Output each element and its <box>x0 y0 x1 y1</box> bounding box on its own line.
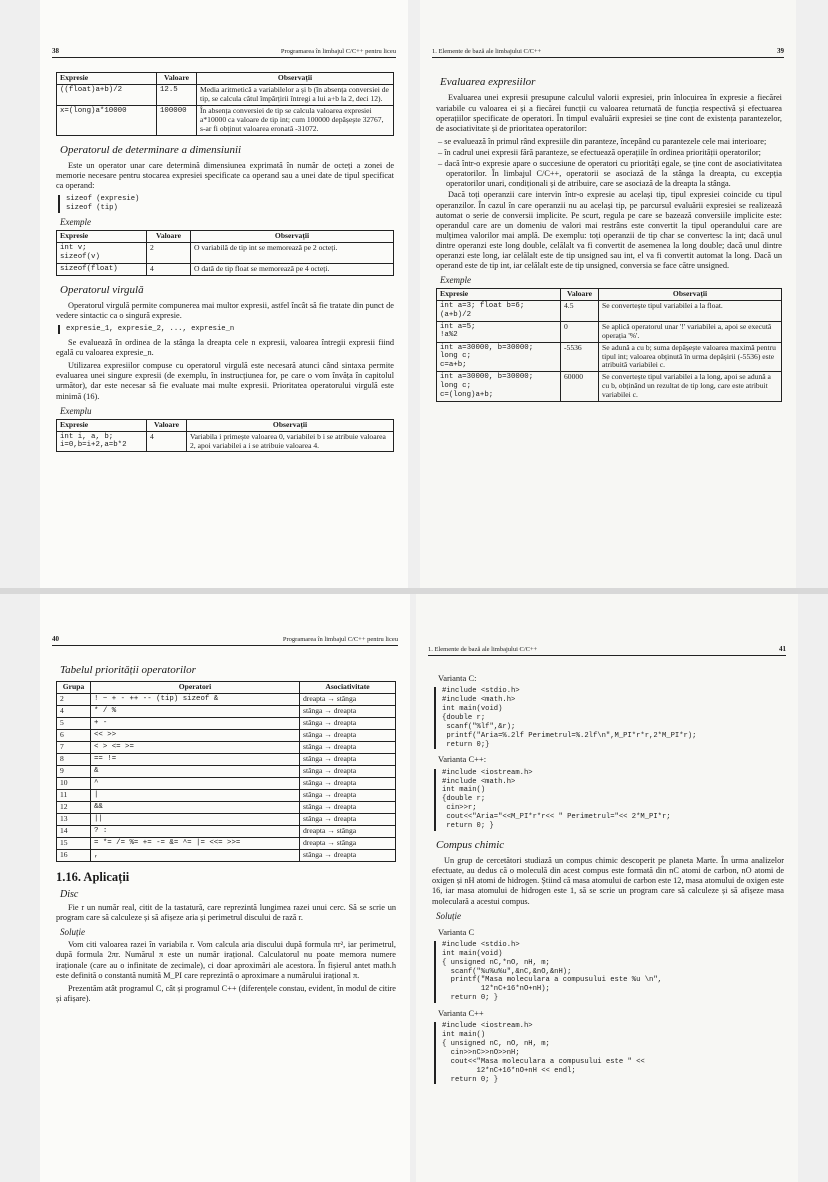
page-header <box>428 644 786 656</box>
code-line: int main() <box>442 786 486 795</box>
operators-cell: | <box>91 789 300 801</box>
list-item: – dacă într-o expresie apare o succesiune de operatori cu priorități egale, se ține cont de asociativitatea operatorilor. În limbajul C/C++, operatorii se asociază de la stânga la dreapta, cu excepția operatorilor unari, condiționali și de atribuire, care se asociază de la dreapta la stânga. <box>438 159 782 189</box>
running-head: 1. Elemente de bază ale limbajului C/C++ <box>432 48 542 56</box>
code-block: sizeof (expresie) sizeof (tip) <box>58 195 394 213</box>
paragraph: Operatorul virgulă permite compunerea mai multor expresii, astfel încât să fie tratate din punct de vedere sintactic ca o singură expresie. <box>56 300 394 321</box>
table-row <box>57 778 396 790</box>
code-line: #include <math.h> <box>442 777 516 786</box>
table-row: int a=5; !a%2 0 Se aplică operatorul unar '!' variabilei a, apoi se execută operația '%'. <box>437 321 782 342</box>
operators-cell: == != <box>91 754 300 766</box>
code-block <box>434 687 784 749</box>
associativity-cell: stânga → dreapta <box>300 742 396 754</box>
list-item: – se evaluează în primul rând expresiile din paranteze, începând cu parantezele cele mai interioare; <box>438 136 767 146</box>
code-line: return 0; } <box>442 1075 499 1084</box>
code-line: cout<<"Masa moleculara a compusului este " << <box>442 1057 645 1066</box>
operators-cell: = *= /= %= += -= &= ^= |= <<= >>= <box>91 837 300 849</box>
table-row <box>57 706 396 718</box>
code-line: cin>>nC>>nO>>nH; <box>442 1048 520 1057</box>
col-expresie: Expresie <box>57 73 157 85</box>
associativity-cell: dreapta → stânga <box>300 825 396 837</box>
operators-cell: && <box>91 801 300 813</box>
page-40 <box>40 594 410 1182</box>
table-row <box>57 837 396 849</box>
group-cell: 8 <box>57 754 91 766</box>
cast-table <box>56 72 394 136</box>
operators-cell: < > <= >= <box>91 742 300 754</box>
operators-cell: ^ <box>91 778 300 790</box>
section-title: Compus chimic <box>436 838 505 851</box>
operators-cell: , <box>91 849 300 861</box>
code-line: #include <stdio.h> <box>442 687 520 696</box>
operators-cell: * / % <box>91 706 300 718</box>
table-row <box>57 742 396 754</box>
page-39 <box>420 0 796 588</box>
page-header <box>52 634 398 646</box>
rules-list <box>436 137 782 190</box>
list-item: – în cadrul unei expresii fără paranteze, se efectuează operațiile în ordinea priorității operatorilor; <box>438 147 761 157</box>
code-line: printf("Masa moleculara a compusului este %u \n", <box>442 976 662 985</box>
code-block: expresie_1, expresie_2, ..., expresie_n <box>58 325 394 334</box>
code-line: return 0; } <box>442 821 494 830</box>
code-line: {double r; <box>442 795 486 804</box>
group-cell: 2 <box>57 694 91 706</box>
associativity-cell: stânga → dreapta <box>300 718 396 730</box>
variant-label: Varianta C++ <box>438 1008 484 1019</box>
table-row <box>57 849 396 861</box>
page-number: 38 <box>52 47 59 56</box>
associativity-cell: dreapta → stânga <box>300 694 396 706</box>
table-row <box>57 766 396 778</box>
code-line: int main(void) <box>442 949 503 958</box>
paragraph: Utilizarea expresiilor compuse cu operatorul virgulă este necesară atunci când sintaxa permite evaluarea unei singure expresii (de exemplu, în instrucțiunea for, pe care o vom învăța în capitolul următor), dar este necesar să fie evaluate mai multe expresii. Prioritatea operatorului virgulă este minimă (16). <box>56 361 394 401</box>
code-line: #include <stdio.h> <box>442 941 520 950</box>
page-41 <box>416 594 798 1182</box>
associativity-cell: stânga → dreapta <box>300 730 396 742</box>
section-title: Operatorul virgulă <box>60 283 144 296</box>
variant-label: Varianta C++: <box>438 754 487 765</box>
code-line: printf("Aria=%.2lf Perimetrul=%.2lf\n",M_PI*r*r,2*M_PI*r); <box>442 731 697 740</box>
code-block <box>434 1022 784 1084</box>
table-row <box>57 801 396 813</box>
paragraph: Este un operator unar care determină dimensiunea exprimată în număr de octeți a zonei de memorie necesare pentru stocarea expresiei specificate ca operand sau a unei date de tipul specificat ca operand: <box>56 161 394 191</box>
table-row <box>57 789 396 801</box>
col-valoare: Valoare <box>157 73 197 85</box>
table-row <box>57 825 396 837</box>
code-line: return 0;} <box>442 740 490 749</box>
code-line: int main(void) <box>442 705 503 714</box>
group-cell: 14 <box>57 825 91 837</box>
paragraph: Un grup de cercetători studiază un compus chimic descoperit pe planeta Marte. În urma analizelor efectuate, au dedus că o moleculă din acest compus este formată din nC atomi de carbon, nO atomi de oxigen și nH atomi de hidrogen. Știind că masa atomului de carbon este 12, masa atomului de oxigen este 16, iar masa atomului de hidrogen este 1, să se scrie un program care să calculeze și să afișeze masa moleculară a acestui compus. <box>432 856 784 906</box>
code-block <box>434 941 784 1003</box>
table-row: int i, a, b; i=0,b=i+2,a=b*2 4 Variabila i primește valoarea 0, variabilei b i se atribuie valoarea 2, apoi variabilei a i se atribuie valoarea 4. <box>57 431 394 452</box>
conversion-table: Expresie Valoare Observații int a=3; float b=6; (a+b)/2 4.5 Se convertește tipul variabilei a la float. int a=5; !a%2 0 Se aplică operatorul unar '!' variabilei a, apoi se execută operația '%'. int a=30000, b=30000; long c; c=a+b; -5536 Se adună a cu b; suma depășește valoarea maximă pentru tipul int; valoarea obținută în urma depășirii (-5536) este atribuită variabilei c. int a=30000, b=30000; long c; c=(long)a+b; 60000 Se convertește tipul variabilei a la long, apoi se adună a cu b, obținând un rezultat de tip long, care este atribuit variabilei c. <box>436 288 782 402</box>
table-row <box>57 694 396 706</box>
code-line: int main() <box>442 1031 486 1040</box>
table-row <box>57 730 396 742</box>
code-line: #include <iostream.h> <box>442 768 533 777</box>
code-line: scanf("%lf",&r); <box>442 722 516 731</box>
section-title: Tabelul priorității operatorilor <box>60 664 196 676</box>
running-head: Programarea în limbajul C/C++ pentru liceu <box>280 48 396 56</box>
associativity-cell: stânga → dreapta <box>300 766 396 778</box>
section-title: Operatorul de determinare a dimensiunii <box>60 143 242 156</box>
table-row: sizeof(float) 4 O dată de tip float se memorează pe 4 octeți. <box>57 263 394 275</box>
table-row: ((float)a+b)/2 12.5 Media aritmetică a variabilelor a și b (în absența conversiei de tip, se calcula câtul împărțirii întregi a lui a+b la 2, deci 12). <box>57 84 394 105</box>
page-number: 40 <box>52 635 59 644</box>
section-title: Evaluarea expresiilor <box>440 76 536 88</box>
associativity-cell: stânga → dreapta <box>300 706 396 718</box>
code-line: cin>>r; <box>442 804 477 813</box>
paragraph: Vom citi valoarea razei în variabila r. Vom calcula aria discului după formula πr², iar perimetrul, după formula 2πr. Numărul π este un număr irațional. Calculatorul nu poate memora numere iraționale (care au o infinitate de zecimale), ci doar aproximări ale acestora. În fișierul antet math.h este definită o constantă numită M_PI care reprezintă o aproximare a numărului irațional π. <box>56 940 396 980</box>
example-label: Exemple <box>60 217 91 228</box>
paragraph: Prezentăm atât programul C, cât și programul C++ (diferențele constau, evident, în modul de citire și afișare). <box>56 983 396 1003</box>
group-cell: 16 <box>57 849 91 861</box>
operators-cell: & <box>91 766 300 778</box>
paragraph: Fie r un număr real, citit de la tastatură, care reprezintă lungimea razei unui cerc. Să se scrie un program care să calculeze și să afișeze aria și perimetrul discului de rază r. <box>56 903 396 923</box>
page-number: 39 <box>777 47 784 56</box>
table-row: int v; sizeof(v) 2 O variabilă de tip int se memorează pe 2 octeți. <box>57 243 394 263</box>
associativity-cell: stânga → dreapta <box>300 849 396 861</box>
code-line: return 0; } <box>442 994 499 1003</box>
operators-cell: + - <box>91 718 300 730</box>
running-head: 1. Elemente de bază ale limbajului C/C++ <box>428 646 538 654</box>
group-cell: 11 <box>57 789 91 801</box>
example-label: Exemple <box>440 275 471 286</box>
example-label: Exemplu <box>60 405 92 416</box>
associativity-cell: stânga → dreapta <box>300 789 396 801</box>
associativity-cell: stânga → dreapta <box>300 801 396 813</box>
operators-cell: || <box>91 813 300 825</box>
table-row <box>57 754 396 766</box>
group-cell: 9 <box>57 766 91 778</box>
table-row: x=(long)a*10000 100000 În absența conversiei de tip se calcula valoarea expresiei a*10000 ca valoare de tip int; cum 100000 depășește 32767, s-ar fi obținut valoarea eronată -31072. <box>57 105 394 135</box>
group-cell: 12 <box>57 801 91 813</box>
associativity-cell: stânga → dreapta <box>300 754 396 766</box>
page-number: 41 <box>779 645 786 654</box>
group-cell: 13 <box>57 813 91 825</box>
code-block <box>434 769 784 831</box>
solution-label: Soluție <box>436 910 461 921</box>
table-row: int a=30000, b=30000; long c; c=a+b; -5536 Se adună a cu b; suma depășește valoarea maximă pentru tipul int; valoarea obținută în urma depășirii (-5536) este atribuită variabilei c. <box>437 342 782 372</box>
associativity-cell: stânga → dreapta <box>300 813 396 825</box>
operators-cell: << >> <box>91 730 300 742</box>
code-line: scanf("%u%u%u",&nC,&nO,&nH); <box>442 967 572 976</box>
page-header <box>52 46 396 58</box>
table-row: int a=30000, b=30000; long c; c=(long)a+b; 60000 Se convertește tipul variabilei a la long, apoi se adună a cu b, obținând un rezultat de tip long, care este atribuit variabilei c. <box>437 372 782 402</box>
running-head: Programarea în limbajul C/C++ pentru liceu <box>282 636 398 644</box>
variant-label: Varianta C: <box>438 673 477 683</box>
code-line: 12*nC+16*nO+nH); <box>442 985 550 994</box>
paragraph: Se evaluează în ordinea de la stânga la dreapta cele n expresii, valoarea întregii expresii fiind egală cu valoarea expresie_n. <box>56 338 394 358</box>
chapter-heading: 1.16. Aplicații <box>56 869 130 884</box>
operators-cell: ! ~ + - ++ -- (tip) sizeof & <box>91 694 300 706</box>
sizeof-table: Expresie Valoare Observații int v; sizeof(v) 2 O variabilă de tip int se memorează pe 2 octeți. sizeof(float) 4 O dată de tip float se memorează pe 4 octeți. <box>56 230 394 275</box>
associativity-cell: stânga → dreapta <box>300 778 396 790</box>
group-cell: 15 <box>57 837 91 849</box>
variant-label: Varianta C <box>438 926 475 937</box>
col-observatii: Observații <box>197 73 394 85</box>
page-38 <box>40 0 408 588</box>
page-header <box>432 46 784 58</box>
code-line: cout<<"Aria="<<M_PI*r*r<< " Perimetrul="<< 2*M_PI*r; <box>442 813 671 822</box>
code-line: { unsigned nC, nO, nH, m; <box>442 1040 550 1049</box>
paragraph: Dacă toți operanzii care intervin într-o expresie au același tip, tipul expresiei coincide cu tipul operanzilor. În cazul în care operanzii nu au același tip, pe parcursul evaluării expresiei se realizează automat o serie de conversii implicite. Pe scurt, regula pe care se bazează conversiile implicite este: operandul care are un domeniu de valori mai restrâns este convertit la tipul operandului care are mulțimea valorilor mai amplă. De exemplu: toți operanzii de tip char se convertesc la int; dacă unul dintre operanzi este long double, celălalt va fi convertit de asemenea la long double; dacă unul dintre operanzi este long, iar celălalt este de tip unsigned sau int, el va fi convertit automat la long. Dacă un operand este de tip int, iar celălalt este de tip unsigned, conversia se face către unsigned. <box>436 190 782 271</box>
associativity-cell: dreapta → stânga <box>300 837 396 849</box>
code-line: #include <math.h> <box>442 696 516 705</box>
operators-cell: ? : <box>91 825 300 837</box>
table-row <box>57 718 396 730</box>
table-row <box>57 813 396 825</box>
code-line: #include <iostream.h> <box>442 1022 533 1031</box>
paragraph: Evaluarea unei expresii presupune calculul valorii expresiei, prin înlocuirea în expresie a fiecărei variabile cu valoarea ei și a fiecărei funcții cu valoarea returnată de funcția respectivă și efectuarea operațiilor specificate de operatori. În timpul evaluării expresiei se ține cont de existența parantezelor, de asociativitate și de prioritatea operatorilor: <box>436 93 782 133</box>
code-line: {double r; <box>442 713 486 722</box>
group-cell: 4 <box>57 706 91 718</box>
table-row: int a=3; float b=6; (a+b)/2 4.5 Se convertește tipul variabilei a la float. <box>437 301 782 321</box>
problem-title: Disc <box>60 888 79 900</box>
comma-table: Expresie Valoare Observații int i, a, b; i=0,b=i+2,a=b*2 4 Variabila i primește valoarea 0, variabilei b i se atribuie valoarea 2, apoi variabilei a i se atribuie valoarea 4. <box>56 419 394 453</box>
group-cell: 10 <box>57 778 91 790</box>
solution-label: Soluție <box>60 927 85 938</box>
priority-table: Grupa Operatori Asociativitate 2 ! ~ + - ++ -- (tip) sizeof & dreapta → stânga 4 * / % stânga → dreapta 5 + - stânga → dreapta 6 << >> stânga → dreapta 7 < > <= >= stânga → dreapta 8 == != stânga → dreapta 9 & stânga → dreapta 10 ^ stânga → dreapta 11 | stânga → dreapta 12 && stânga → dreapta 13 || stânga → dreapta 14 ? : dreapta → stânga 15 = *= /= %= += -= &= ^= |= <<= >>= dreapta → stânga 16 , stânga → dreapta <box>56 681 396 861</box>
code-line: { unsigned nC,*nO, nH, m; <box>442 958 550 967</box>
group-cell: 5 <box>57 718 91 730</box>
group-cell: 6 <box>57 730 91 742</box>
code-line: 12*nC+16*nO+nH << endl; <box>442 1066 576 1075</box>
group-cell: 7 <box>57 742 91 754</box>
